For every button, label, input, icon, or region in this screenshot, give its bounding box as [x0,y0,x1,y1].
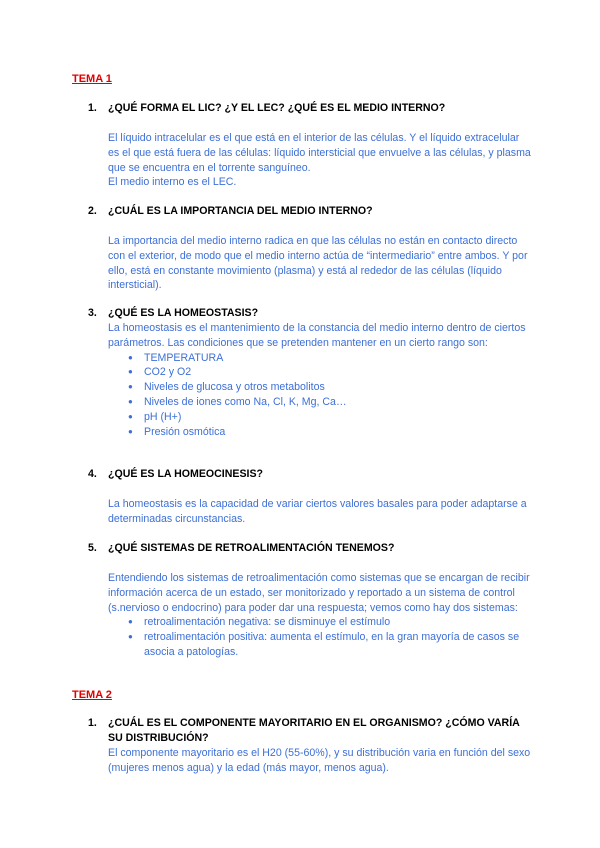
tema-2-heading: TEMA 2 [72,689,112,701]
conditions-list [108,351,533,440]
answer-1-5 [108,571,533,660]
question-1-2 [88,204,528,219]
answer-paragraph: El componente mayoritario es el H20 (55-60%), y su distribución varia en función del sexo (mujeres menos agua) y la edad (más mayor, menos agua). [108,747,531,774]
answer-1-2 [108,234,533,293]
question-number: 1. [88,717,97,729]
answer-1-4 [108,497,533,527]
question-text: ¿CUÁL ES LA IMPORTANCIA DEL MEDIO INTERNO? [108,205,373,217]
list-item: ● pH (H+) [108,410,533,425]
answer-paragraph: El líquido intracelular es el que está en el interior de las células. Y el líquido extracelular es el que está fuera de las células: líquido intersticial que envuelve a las células, y plasma que se encuentra en el torrente sanguíneo. [108,132,531,174]
answer-paragraph: El medio interno es el LEC. [108,176,237,189]
question-number: 1. [88,102,97,114]
answer-paragraph: Entendiendo los sistemas de retroalimentación como sistemas que se encargan de recibir información acerca de un estado, ser monitorizado y reportado a un sistema de control (s.nervioso o endocrino) para poder dar una respuesta; vemos como hay dos sistemas: [108,572,530,614]
question-text: ¿CUÁL ES EL COMPONENTE MAYORITARIO EN EL ORGANISMO? ¿CÓMO VARÍA SU DISTRIBUCIÓN? [108,717,520,744]
answer-paragraph: La homeostasis es el mantenimiento de la constancia del medio interno dentro de ciertos parámetros. Las condiciones que se pretenden mantener en un cierto rango son: [108,322,526,349]
list-item: ● CO2 y O2 [108,365,533,380]
answer-1-1 [108,131,533,190]
question-text: ¿QUÉ ES LA HOMEOSTASIS? [108,307,259,319]
list-item: ● retroalimentación negativa: se disminuye el estímulo [108,615,533,630]
question-text: ¿QUÉ SISTEMAS DE RETROALIMENTACIÓN TENEMOS? [108,542,395,554]
question-2-1 [88,716,528,744]
question-1-3 [88,306,528,321]
answer-paragraph: La importancia del medio interno radica en que las células no están en contacto directo con el exterior, de modo que el medio interno actúa de “intermediario” entre ambos. Y por ello, está en constante movimiento (plasma) y está al rededor de las células (líquido intersticial). [108,235,528,292]
question-number: 3. [88,307,97,319]
list-item: ● TEMPERATURA [108,351,533,366]
feedback-systems-list [108,615,533,659]
question-1-5 [88,541,528,556]
question-number: 2. [88,205,97,217]
tema-1-heading: TEMA 1 [72,73,112,85]
question-1-4 [88,467,528,482]
answer-1-3 [108,321,533,439]
question-text: ¿QUÉ ES LA HOMEOCINESIS? [108,468,263,480]
list-item: ● Presión osmótica [108,425,533,440]
question-text: ¿QUÉ FORMA EL LIC? ¿Y EL LEC? ¿QUÉ ES EL MEDIO INTERNO? [108,102,446,114]
list-item: ● Niveles de glucosa y otros metabolitos [108,380,533,395]
question-number: 4. [88,468,97,480]
answer-paragraph: La homeostasis es la capacidad de variar ciertos valores basales para poder adaptarse a determinadas circunstancias. [108,498,527,525]
question-1-1 [88,101,528,116]
question-number: 5. [88,542,97,554]
list-item: ● Niveles de iones como Na, Cl, K, Mg, Ca… [108,395,533,410]
list-item: ● retroalimentación positiva: aumenta el estímulo, en la gran mayoría de casos se asocia a patologías. [108,630,533,660]
answer-2-1 [108,746,533,776]
